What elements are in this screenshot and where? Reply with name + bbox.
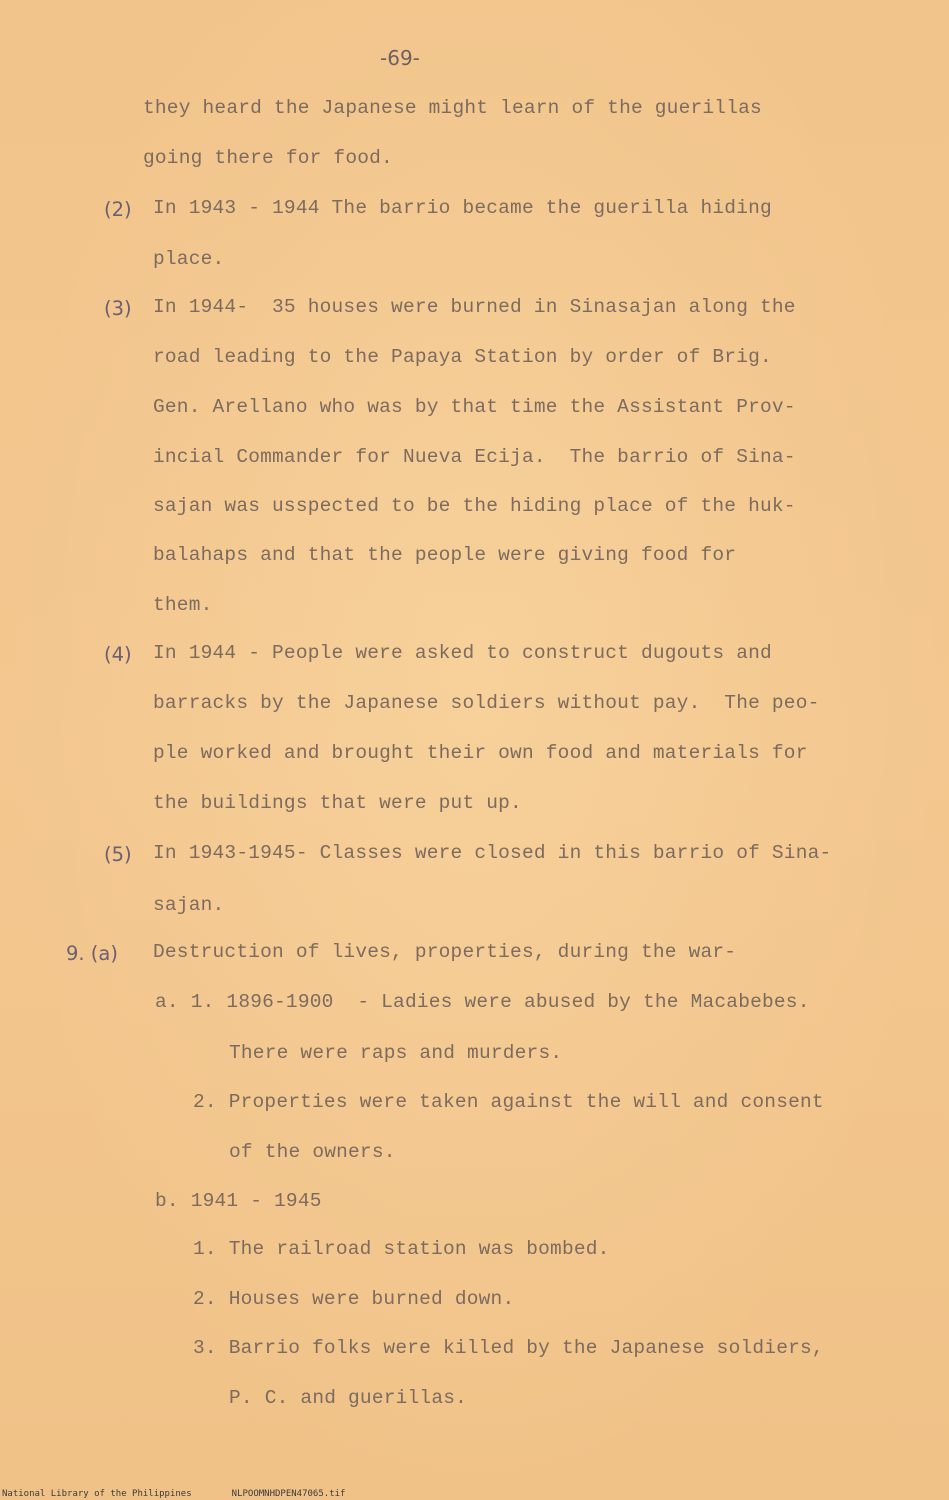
section-marker: 9. (a): [66, 942, 118, 965]
text-line: There were raps and murders.: [229, 1042, 563, 1064]
text-line: sajan was usspected to be the hiding place of the huk-: [153, 495, 796, 517]
text-line: 2. Houses were burned down.: [193, 1288, 515, 1310]
text-line: incial Commander for Nueva Ecija. The barrio of Sina-: [153, 446, 796, 468]
text-line: a. 1. 1896-1900 - Ladies were abused by the Macabebes.: [155, 991, 810, 1013]
text-line: going there for food.: [143, 147, 393, 169]
text-line: Gen. Arellano who was by that time the Assistant Prov-: [153, 396, 796, 418]
text-line: road leading to the Papaya Station by order of Brig.: [153, 346, 772, 368]
text-line: place.: [153, 248, 225, 270]
text-line: the buildings that were put up.: [153, 792, 522, 814]
item-marker: (2): [104, 198, 132, 221]
text-line: barracks by the Japanese soldiers without pay. The peo-: [153, 692, 820, 714]
text-line: they heard the Japanese might learn of the guerillas: [143, 97, 762, 119]
text-line: ple worked and brought their own food and materials for: [153, 742, 808, 764]
item-marker: (3): [104, 297, 132, 320]
text-line: In 1943 - 1944 The barrio became the guerilla hiding: [153, 197, 772, 219]
text-line: sajan.: [153, 894, 225, 916]
text-line: of the owners.: [229, 1141, 396, 1163]
text-line: them.: [153, 594, 213, 616]
text-line: b. 1941 - 1945: [155, 1190, 322, 1212]
text-line: 2. Properties were taken against the will and consent: [193, 1091, 824, 1113]
footer-filename: NLPOOMNHDPEN47065.tif: [231, 1489, 346, 1499]
scan-footer: [2, 1489, 345, 1500]
text-line: balahaps and that the people were giving food for: [153, 544, 737, 566]
footer-library: National Library of the Philippines: [2, 1489, 192, 1499]
text-line: In 1943-1945- Classes were closed in this barrio of Sina-: [153, 842, 832, 864]
text-line: In 1944- 35 houses were burned in Sinasajan along the: [153, 296, 796, 318]
text-line: Destruction of lives, properties, during the war-: [153, 941, 737, 963]
item-marker: (5): [104, 843, 132, 866]
item-marker: (4): [104, 643, 132, 666]
text-line: In 1944 - People were asked to construct dugouts and: [153, 642, 772, 664]
page-number: -69-: [380, 46, 420, 70]
text-line: P. C. and guerillas.: [229, 1387, 468, 1409]
text-line: 1. The railroad station was bombed.: [193, 1238, 610, 1260]
text-line: 3. Barrio folks were killed by the Japanese soldiers,: [193, 1337, 824, 1359]
